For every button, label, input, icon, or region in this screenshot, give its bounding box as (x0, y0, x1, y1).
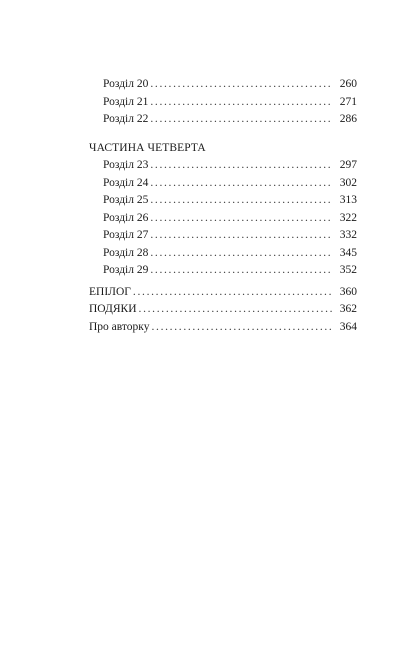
toc-entry-page: 302 (339, 176, 357, 189)
toc-entry-label: Розділ 21 (103, 95, 149, 108)
toc-entry-page: 360 (339, 285, 357, 298)
toc-entry-page: 297 (339, 159, 357, 171)
toc-entry-label: Розділ 20 (103, 78, 149, 90)
toc-entry-label: ЕПІЛОГ (89, 285, 131, 298)
toc-entry-label: Розділ 27 (103, 229, 149, 241)
dot-leader (150, 175, 333, 193)
toc-entry-page: 322 (339, 211, 357, 224)
toc-entry-label: Розділ 22 (103, 113, 149, 125)
toc-entry-label: Розділ 28 (103, 246, 149, 259)
toc-entry-chapter-23[interactable] (89, 157, 357, 175)
table-of-contents (89, 76, 357, 336)
toc-entry-about-author[interactable] (89, 319, 357, 337)
toc-entry-page: 362 (339, 303, 357, 315)
toc-entry-page: 364 (339, 320, 357, 333)
toc-entry-label: Розділ 25 (103, 194, 149, 206)
toc-entry-chapter-26[interactable] (89, 210, 357, 228)
dot-leader (150, 262, 333, 280)
toc-entry-page: 271 (339, 95, 357, 108)
toc-entry-page: 352 (339, 264, 357, 276)
toc-entry-label: Розділ 26 (103, 211, 149, 224)
toc-entry-chapter-24[interactable] (89, 175, 357, 193)
toc-entry-chapter-20[interactable] (89, 76, 357, 94)
dot-leader (151, 319, 333, 337)
toc-entry-page: 286 (339, 113, 357, 125)
toc-entry-chapter-21[interactable] (89, 94, 357, 112)
dot-leader (139, 301, 333, 319)
toc-entry-epilogue[interactable] (89, 284, 357, 302)
dot-leader (150, 227, 333, 245)
toc-entry-acknowledgements[interactable] (89, 301, 357, 319)
toc-entry-page: 332 (339, 229, 357, 241)
toc-entry-chapter-29[interactable] (89, 262, 357, 280)
toc-entry-page: 345 (339, 246, 357, 259)
dot-leader (150, 157, 333, 175)
dot-leader (150, 111, 333, 129)
toc-entry-chapter-27[interactable] (89, 227, 357, 245)
part-four-heading[interactable]: ЧАСТИНА ЧЕТВЕРТА (89, 141, 206, 154)
toc-entry-page: 313 (339, 194, 357, 206)
dot-leader (133, 284, 333, 302)
toc-entry-label: Розділ 23 (103, 159, 149, 171)
toc-entry-chapter-28[interactable] (89, 245, 357, 263)
dot-leader (150, 210, 333, 228)
dot-leader (150, 245, 333, 263)
toc-entry-label: Про авторку (89, 320, 150, 333)
dot-leader (150, 94, 333, 112)
toc-entry-chapter-25[interactable] (89, 192, 357, 210)
dot-leader (150, 76, 333, 94)
toc-entry-label: ПОДЯКИ (89, 303, 137, 315)
dot-leader (150, 192, 333, 210)
toc-entry-label: Розділ 29 (103, 264, 149, 276)
toc-entry-label: Розділ 24 (103, 176, 149, 189)
toc-entry-chapter-22[interactable] (89, 111, 357, 129)
toc-entry-page: 260 (339, 78, 357, 90)
